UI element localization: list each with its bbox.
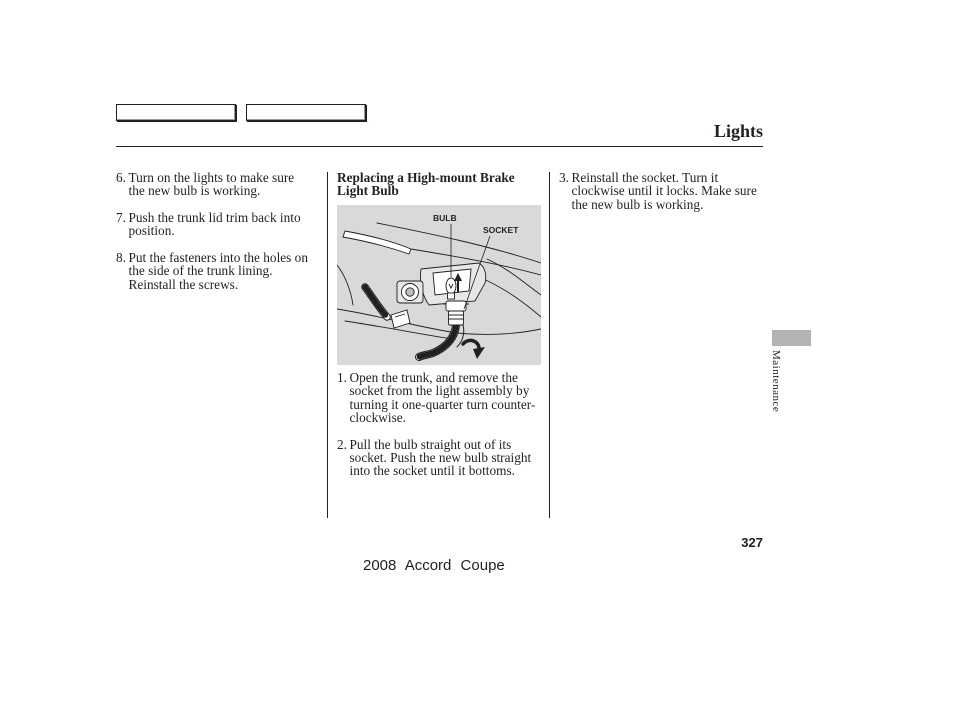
column-divider-left — [327, 172, 328, 518]
step-6 — [116, 171, 321, 198]
step-text-line: clockwise. — [349, 410, 406, 426]
step-1 — [337, 371, 547, 424]
step-text-line: into the socket until it bottoms. — [349, 463, 515, 479]
step-2 — [337, 438, 547, 478]
step-text-line: Turn on the lights to make sure — [128, 170, 295, 185]
right-column — [559, 171, 759, 224]
bulb-label: BULB — [433, 212, 457, 223]
step-7 — [116, 211, 321, 238]
section-heading — [337, 171, 547, 198]
trunk-lid-handle — [343, 231, 411, 254]
step-number: 7. — [116, 209, 126, 225]
section-heading-line: Replacing a High-mount Brake — [337, 170, 515, 185]
grommet — [397, 281, 423, 303]
nav-button-table-of-contents[interactable] — [246, 104, 366, 121]
step-number: 2. — [337, 436, 347, 452]
left-column — [116, 171, 321, 304]
cable-clip — [391, 310, 410, 328]
brake-light-illustration — [337, 205, 541, 365]
section-heading-line: Light Bulb — [337, 183, 399, 199]
step-3 — [559, 171, 759, 211]
socket — [443, 301, 469, 325]
figure — [337, 205, 541, 365]
wire-harness — [419, 325, 464, 357]
rotation-arrow-icon — [463, 340, 485, 359]
page-title: Lights — [713, 121, 763, 141]
step-text-line: the new bulb is working. — [571, 196, 704, 212]
step-8 — [116, 251, 321, 291]
step-number: 3. — [559, 170, 569, 185]
step-text-line: the new bulb is working. — [128, 183, 261, 199]
step-text-line: Push the trunk lid trim back into — [128, 209, 301, 225]
step-number: 6. — [116, 170, 126, 185]
side-tab — [772, 330, 811, 346]
page-number: 327 — [741, 535, 763, 550]
step-text-line: Open the trunk, and remove the — [349, 370, 518, 386]
step-text-line: Reinstall the socket. Turn it — [571, 170, 719, 185]
step-text-line: socket. Push the new bulb straight — [349, 450, 532, 466]
step-text-line: Put the fasteners into the holes on — [128, 249, 308, 265]
step-text-line: clockwise until it locks. Make sure — [571, 183, 757, 199]
socket-label: SOCKET — [483, 224, 519, 235]
column-divider-right — [549, 172, 550, 518]
middle-column — [337, 171, 547, 491]
step-text-line: socket from the light assembly by — [349, 383, 530, 399]
step-number: 8. — [116, 249, 126, 265]
step-text-line: position. — [128, 223, 175, 239]
side-tab-label: Maintenance — [770, 350, 782, 413]
nav-button-main-menu[interactable] — [116, 104, 236, 121]
step-text-line: Pull the bulb straight out of its — [349, 436, 512, 452]
header-divider — [116, 146, 763, 147]
bulb — [446, 278, 456, 299]
step-text-line: Reinstall the screws. — [128, 276, 239, 292]
footer-model-name: 2008 Accord Coupe — [363, 557, 505, 574]
step-number: 1. — [337, 370, 347, 386]
side-cable — [365, 287, 387, 317]
step-text-line: the side of the trunk lining. — [128, 263, 273, 279]
step-text-line: turning it one-quarter turn counter- — [349, 396, 536, 412]
